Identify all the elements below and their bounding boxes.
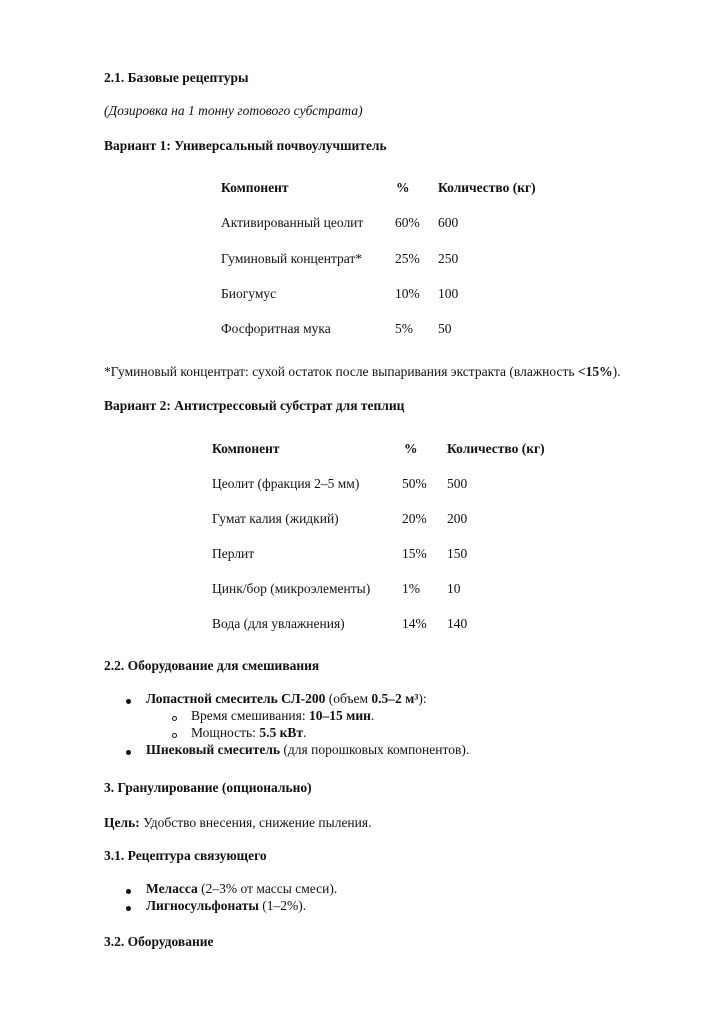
table-header-quantity: Количество (кг) (447, 441, 545, 456)
screw-mixer-name: Шнековый смеситель (146, 742, 281, 757)
variant-2-heading: Вариант 2: Антистрессовый субстрат для теплиц (104, 398, 405, 413)
table-cell: 500 (447, 476, 468, 491)
bullet-icon (126, 906, 131, 911)
lignosulfonates-text: (1–2%). (258, 898, 307, 913)
table-header-percent: % (396, 180, 410, 195)
list-subitem (191, 725, 306, 741)
mixer-volume: 0.5–2 м³ (371, 691, 419, 706)
power-end: . (302, 725, 307, 740)
table-cell: Цеолит (фракция 2–5 мм) (212, 476, 360, 491)
goal-label: Цель: (104, 815, 140, 830)
variant-1-heading: Вариант 1: Универсальный почвоулучшитель (104, 138, 387, 153)
mixer-volume-text: (объем (325, 691, 372, 706)
mixer-name: Лопастной смеситель СЛ-200 (146, 691, 326, 706)
section-2-2-heading: 2.2. Оборудование для смешивания (104, 658, 320, 673)
footnote-end: ). (612, 364, 621, 379)
table-cell: 10 (447, 581, 461, 596)
table-cell: 250 (438, 251, 459, 266)
table-cell: Гумат калия (жидкий) (212, 511, 339, 526)
table-cell: 14% (402, 616, 427, 631)
table-cell: Вода (для увлажнения) (212, 616, 345, 631)
circle-bullet-icon (172, 733, 177, 738)
table-header-percent: % (404, 441, 418, 456)
footnote-moisture: <15% (577, 364, 613, 379)
table-cell: 5% (395, 321, 413, 336)
power-value: 5.5 кВт (259, 725, 303, 740)
dosage-note: (Дозировка на 1 тонну готового субстрата) (104, 103, 363, 118)
table-cell: 200 (447, 511, 468, 526)
table-cell: Биогумус (221, 286, 277, 301)
mixing-time-value: 10–15 мин (309, 708, 371, 723)
table-cell: Перлит (212, 546, 255, 561)
section-3-heading: 3. Гранулирование (опционально) (104, 780, 312, 795)
table-header-quantity: Количество (кг) (438, 180, 536, 195)
circle-bullet-icon (172, 716, 177, 721)
list-item (146, 898, 306, 914)
bullet-icon (126, 750, 131, 755)
bullet-icon (126, 699, 131, 704)
table-cell: Цинк/бор (микроэлементы) (212, 581, 371, 596)
mixing-time-label: Время смешивания: (191, 708, 309, 723)
table-cell: Гуминовый концентрат* (221, 251, 363, 266)
table-cell: Активированный цеолит (221, 215, 364, 230)
table-cell: 60% (395, 215, 420, 230)
table-cell: 50% (402, 476, 427, 491)
table-cell: 25% (395, 251, 420, 266)
footnote (104, 364, 620, 380)
mixer-volume-end: ): (418, 691, 427, 706)
table-cell: 150 (447, 546, 468, 561)
table-cell: 50 (438, 321, 452, 336)
footnote-text: *Гуминовый концентрат: сухой остаток после выпаривания экстракта (влажность (104, 364, 578, 379)
table-cell: 10% (395, 286, 420, 301)
screw-mixer-text: (для порошковых компонентов). (280, 742, 470, 757)
mixing-time-end: . (370, 708, 375, 723)
table-cell: Фосфоритная мука (221, 321, 331, 336)
section-2-1-heading: 2.1. Базовые рецептуры (104, 70, 249, 85)
table-cell: 600 (438, 215, 459, 230)
table-header-component: Компонент (212, 441, 280, 456)
table-cell: 100 (438, 286, 459, 301)
power-label: Мощность: (191, 725, 260, 740)
section-3-1-heading: 3.1. Рецептура связующего (104, 848, 267, 863)
section-3-2-heading: 3.2. Оборудование (104, 934, 214, 949)
table-cell: 15% (402, 546, 427, 561)
list-subitem (191, 708, 374, 724)
molasses-label: Меласса (146, 881, 198, 896)
goal-line (104, 815, 371, 831)
table-cell: 140 (447, 616, 468, 631)
goal-text: Удобство внесения, снижение пыления. (139, 815, 372, 830)
list-item (146, 742, 469, 758)
bullet-icon (126, 889, 131, 894)
list-item (146, 691, 427, 707)
table-header-component: Компонент (221, 180, 289, 195)
table-cell: 1% (402, 581, 420, 596)
lignosulfonates-label: Лигносульфонаты (146, 898, 259, 913)
table-cell: 20% (402, 511, 427, 526)
molasses-text: (2–3% от массы смеси). (197, 881, 338, 896)
list-item (146, 881, 337, 897)
